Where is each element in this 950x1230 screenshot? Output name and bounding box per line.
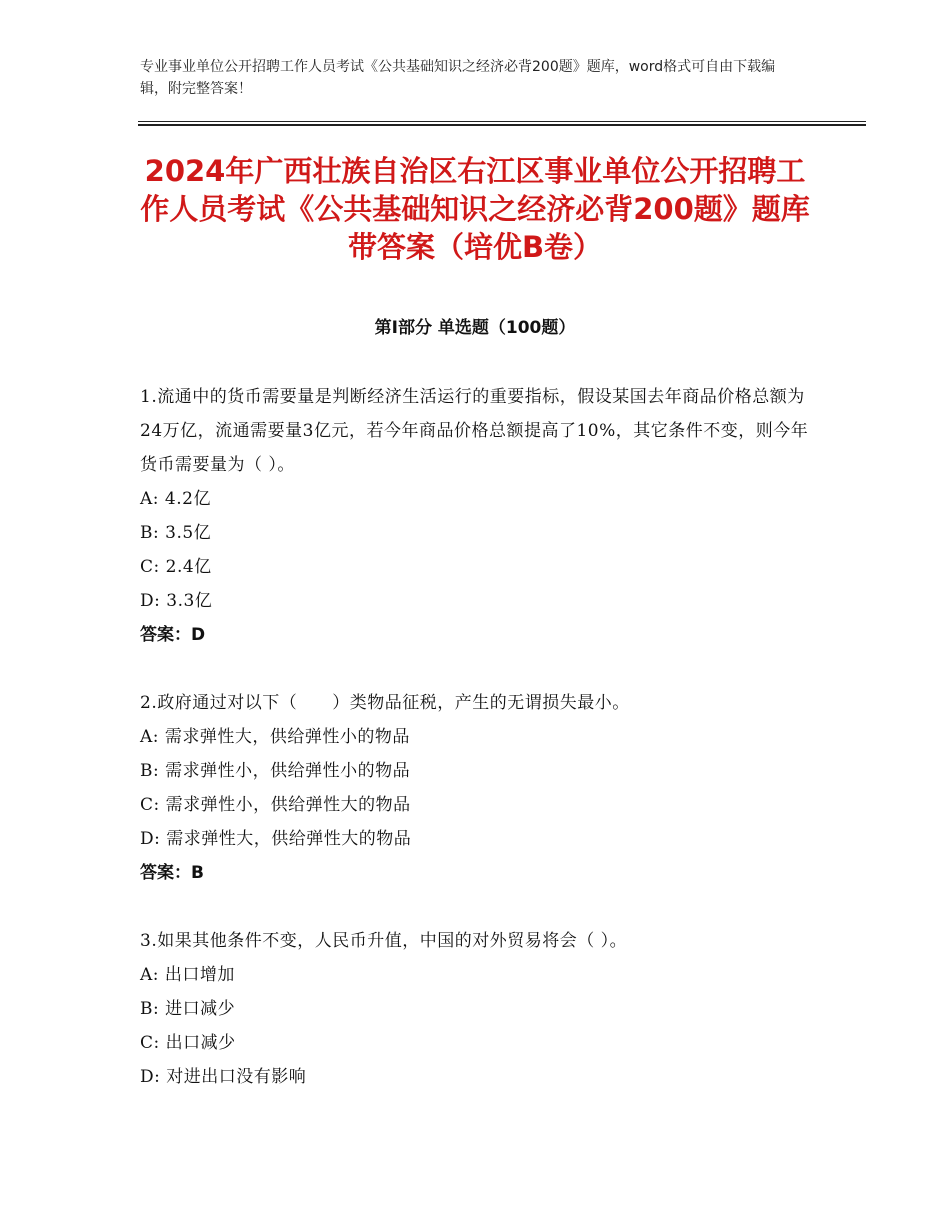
option-c: C: 2.4亿 — [140, 557, 212, 577]
header-note: 专业事业单位公开招聘工作人员考试《公共基础知识之经济必背200题》题库，word格式可自由下载编辑，附完整答案！ — [140, 59, 776, 97]
option-a: A: 4.2亿 — [140, 489, 211, 509]
header-divider-thin — [138, 121, 866, 122]
option-d: D: 对进出口没有影响 — [140, 1067, 307, 1087]
section-title: 第Ⅰ部分 单选题（100题） — [374, 318, 576, 338]
option-a: A: 出口增加 — [140, 965, 235, 985]
answer: 答案：D — [140, 625, 206, 645]
question-3 — [140, 924, 820, 1094]
document-title: 2024年广西壮族自治区右江区事业单位公开招聘工作人员考试《公共基础知识之经济必背200题》题库带答案（培优B卷） — [140, 154, 810, 264]
header-divider-thick — [138, 124, 866, 126]
option-a: A: 需求弹性大，供给弹性小的物品 — [140, 727, 410, 747]
option-c: C: 需求弹性小，供给弹性大的物品 — [140, 795, 411, 815]
question-1 — [140, 380, 820, 652]
answer: 答案：B — [140, 863, 204, 883]
option-b: B: 进口减少 — [140, 999, 236, 1019]
question-text: 3.如果其他条件不变，人民币升值，中国的对外贸易将会（ ）。 — [140, 931, 628, 951]
option-d: D: 3.3亿 — [140, 591, 213, 611]
option-c: C: 出口减少 — [140, 1033, 236, 1053]
option-d: D: 需求弹性大，供给弹性大的物品 — [140, 829, 412, 849]
option-b: B: 需求弹性小，供给弹性小的物品 — [140, 761, 411, 781]
question-2 — [140, 686, 820, 890]
question-text: 1.流通中的货币需要量是判断经济生活运行的重要指标，假设某国去年商品价格总额为24万亿，流通需要量3亿元，若今年商品价格总额提高了10%，其它条件不变，则今年货币需要量为（ ）。 — [140, 387, 809, 475]
option-b: B: 3.5亿 — [140, 523, 212, 543]
question-text: 2.政府通过对以下（ ）类物品征税，产生的无谓损失最小。 — [140, 693, 630, 713]
